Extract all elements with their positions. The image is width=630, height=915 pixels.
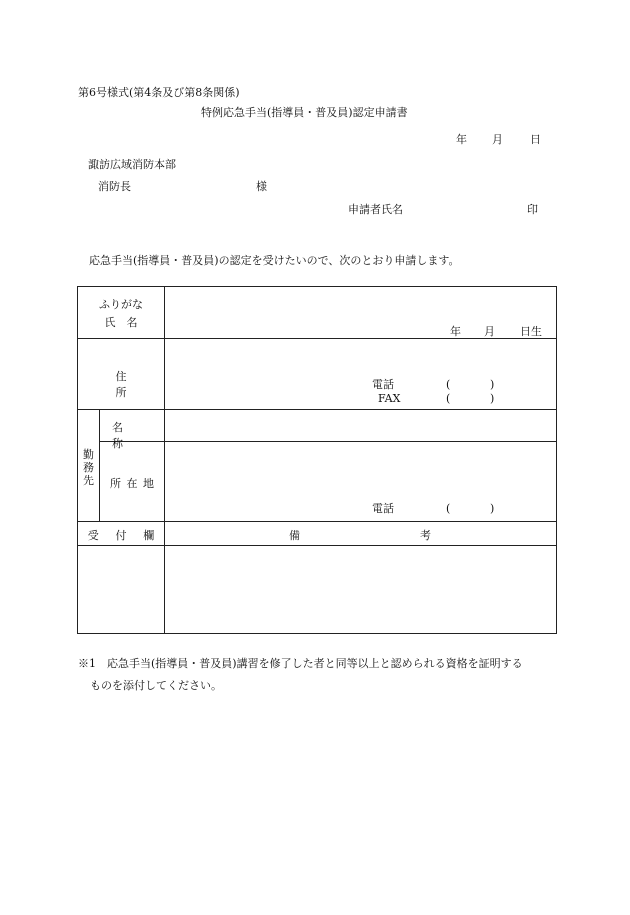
note-line-1: ※1 応急手当(指導員・普及員)講習を修了した者と同等以上と認められる資格を証明する	[78, 657, 523, 670]
application-date	[456, 131, 541, 147]
birth-year-label: 年	[450, 325, 461, 338]
workplace-location-label-cell	[100, 442, 165, 522]
remarks-label-cell	[165, 522, 557, 546]
address-field[interactable]	[165, 339, 557, 410]
home-fax	[372, 392, 494, 405]
name-row	[78, 287, 557, 339]
footer-header-row	[78, 522, 557, 546]
seal-mark: 印	[527, 203, 538, 216]
application-table	[77, 286, 557, 634]
name-label: 氏名	[104, 316, 149, 329]
home-phone	[372, 376, 494, 392]
addressee-chief: 消防長	[98, 180, 131, 193]
furigana-label: ふりがな	[99, 298, 143, 311]
workplace-label-cell	[78, 410, 100, 522]
workplace-location-label: 所在地	[110, 477, 160, 490]
footer-body-row	[78, 546, 557, 634]
form-number: 第6号様式(第4条及び第8条関係)	[78, 86, 240, 99]
workplace-location-field[interactable]	[165, 442, 557, 522]
address-row	[78, 339, 557, 410]
remarks-label-1: 備	[289, 529, 300, 542]
name-field[interactable]	[165, 287, 557, 339]
paren-close: )	[490, 502, 495, 515]
birth-month-label: 月	[484, 325, 495, 338]
workplace-name-label-cell	[100, 410, 165, 450]
paren-open: (	[446, 378, 451, 391]
workplace-name-label: 名称	[112, 421, 141, 450]
birth-day-label: 日生	[520, 325, 542, 338]
date-day-label: 日	[530, 133, 541, 146]
note-line-2: ものを添付してください。	[90, 679, 222, 692]
phone-label: 電話	[372, 378, 394, 391]
paren-open: (	[446, 392, 451, 405]
workplace-location-row	[78, 442, 557, 522]
paren-open: (	[446, 502, 451, 515]
phone-label: 電話	[372, 502, 394, 515]
fax-label: FAX	[378, 392, 401, 405]
remarks-label-2: 考	[420, 529, 431, 542]
date-year-label: 年	[456, 133, 467, 146]
address-label-cell	[78, 339, 165, 410]
reception-label-cell	[78, 522, 165, 546]
intro-text: 応急手当(指導員・普及員)の認定を受けたいので、次のとおり申請します。	[89, 254, 460, 267]
name-label-cell	[78, 287, 165, 339]
workplace-name-field[interactable]	[165, 410, 557, 442]
date-month-label: 月	[492, 133, 503, 146]
workplace-label: 勤務先	[83, 448, 94, 487]
addressee-organization: 諏訪広域消防本部	[88, 158, 176, 171]
document-title: 特例応急手当(指導員・普及員)認定申請書	[201, 106, 408, 119]
paren-close: )	[490, 392, 495, 405]
reception-field[interactable]	[78, 546, 165, 634]
birth-date	[450, 323, 542, 339]
remarks-field[interactable]	[165, 546, 557, 634]
addressee-honorific: 様	[256, 180, 267, 193]
address-label: 住所	[115, 370, 149, 399]
paren-close: )	[490, 378, 495, 391]
reception-label: 受 付 欄	[87, 529, 161, 542]
work-phone	[372, 500, 494, 516]
applicant-name-label: 申請者氏名	[348, 203, 403, 216]
workplace-name-row	[78, 410, 557, 442]
